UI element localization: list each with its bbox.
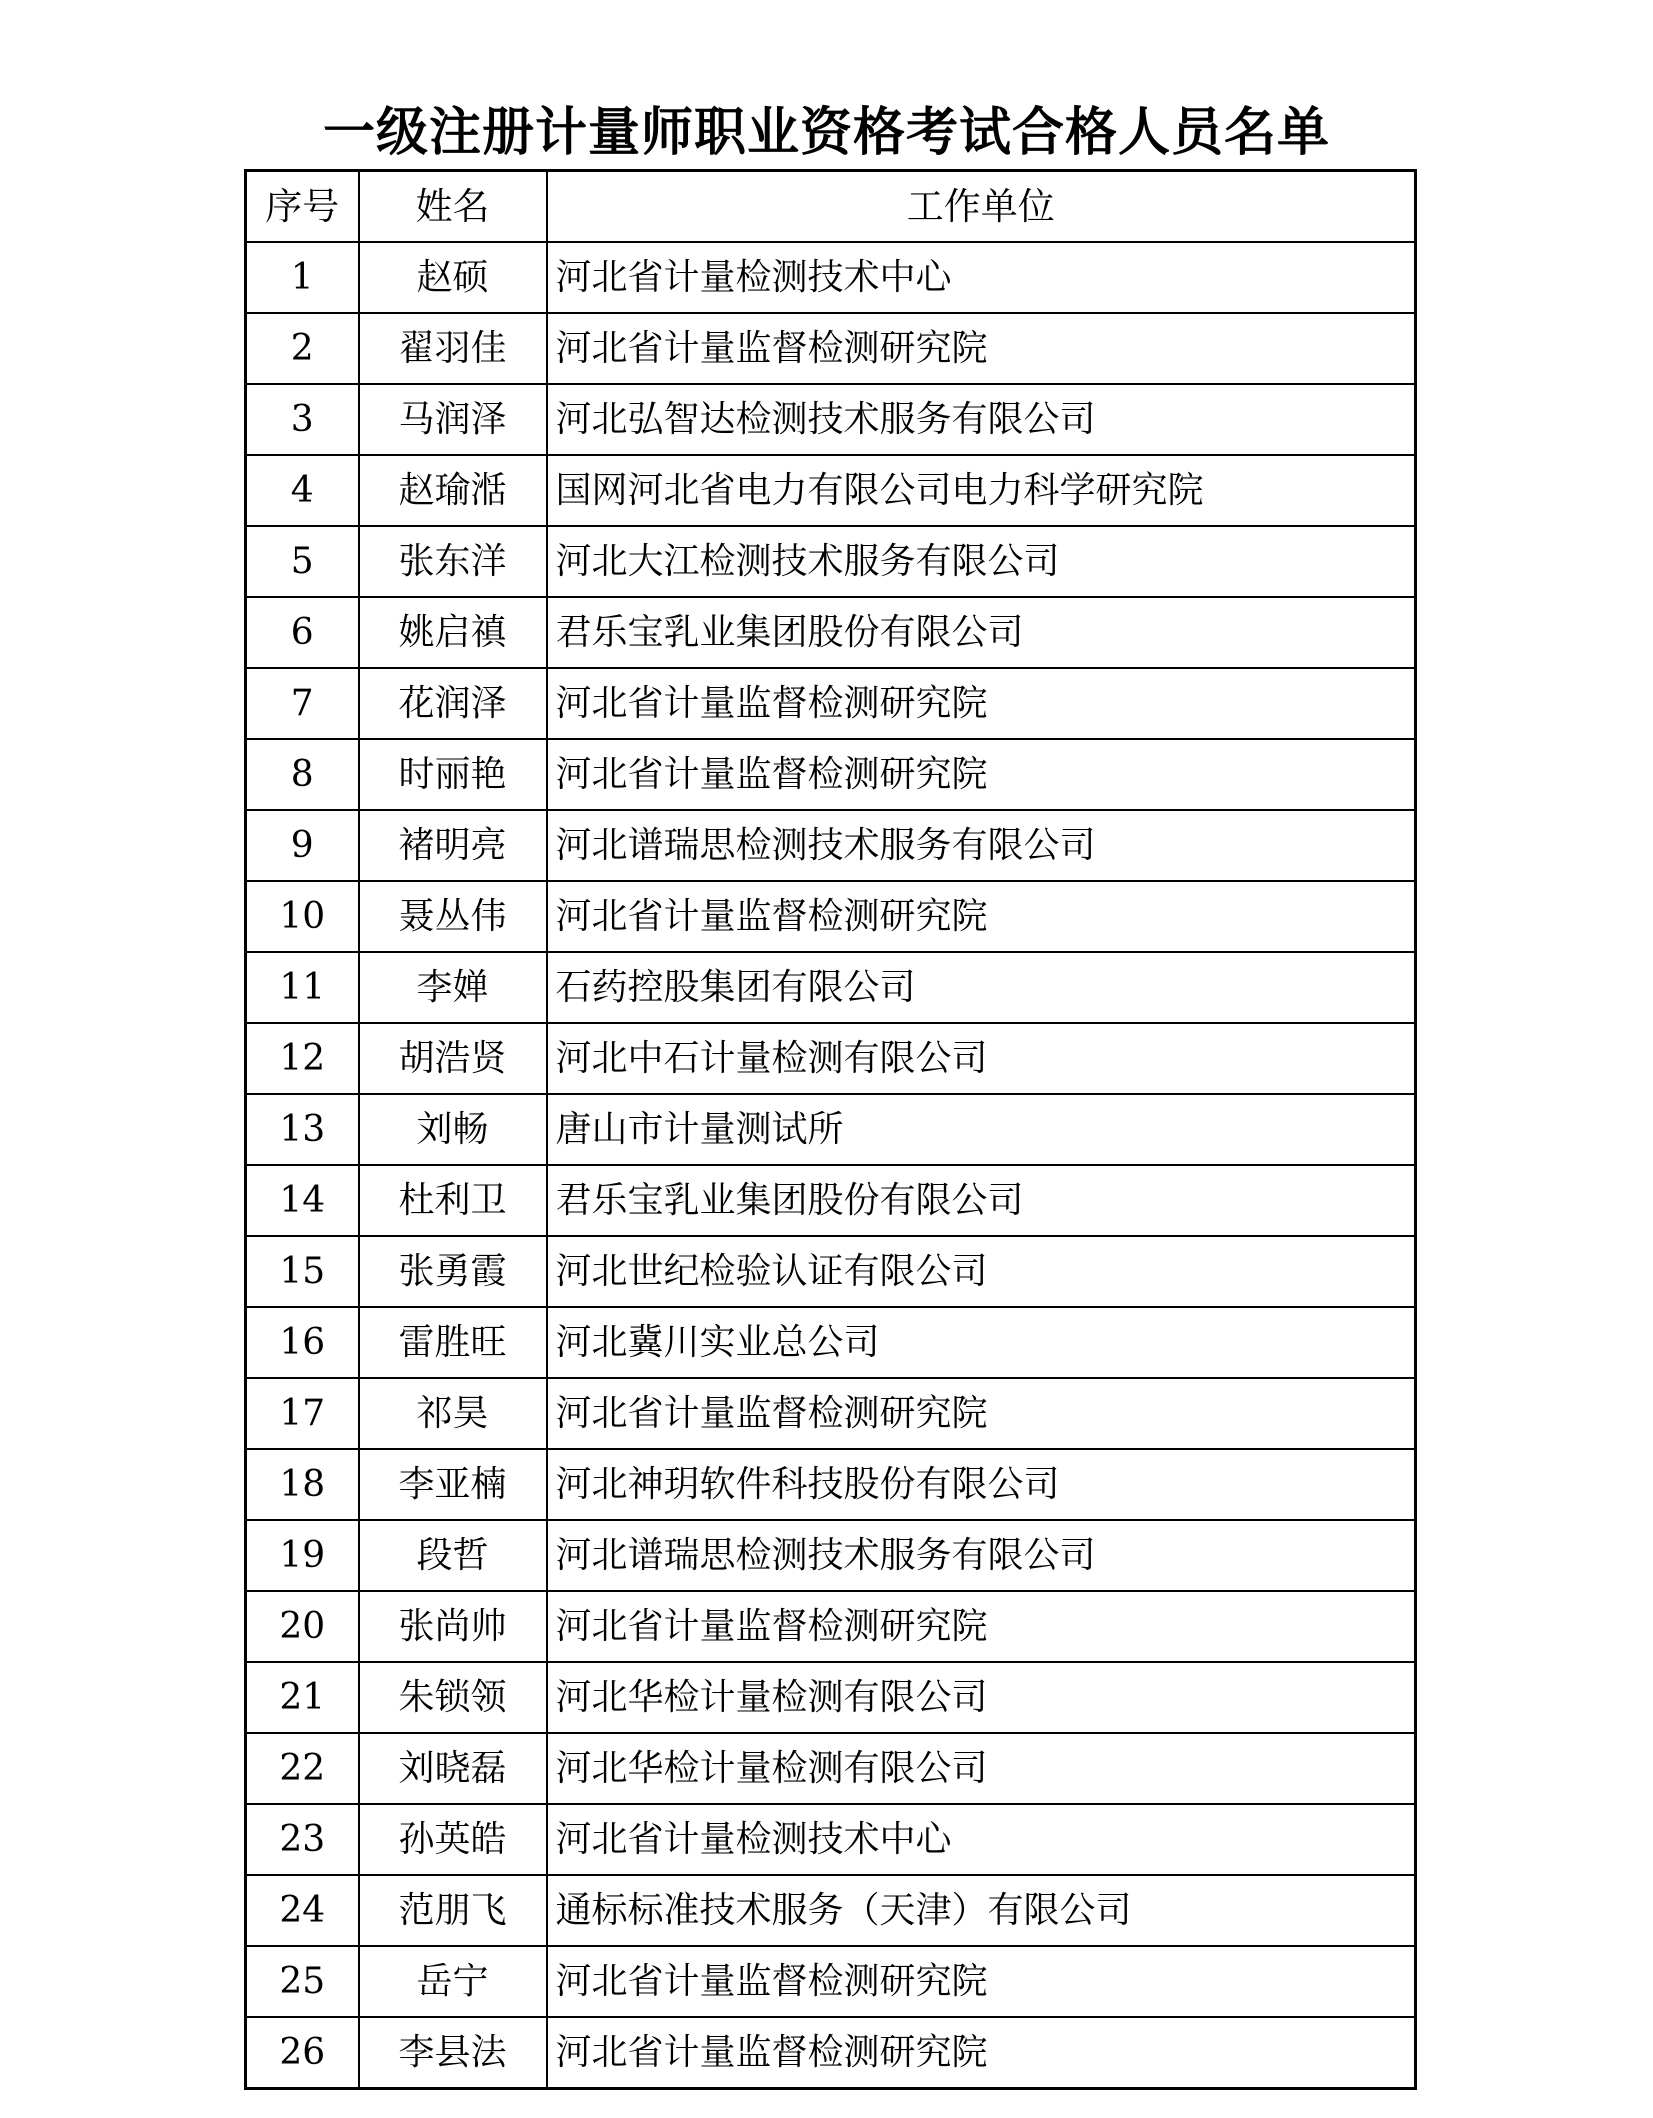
table-body: [246, 242, 1416, 2089]
cell-name: 祁昊: [359, 1378, 547, 1449]
cell-serial-number: 16: [246, 1307, 359, 1378]
cell-name: 褚明亮: [359, 810, 547, 881]
table-row: [246, 1946, 1416, 2017]
table-row: [246, 952, 1416, 1023]
cell-work-unit: 河北省计量监督检测研究院: [547, 1946, 1416, 2017]
cell-serial-number: 18: [246, 1449, 359, 1520]
cell-name: 李婵: [359, 952, 547, 1023]
cell-name: 刘晓磊: [359, 1733, 547, 1804]
cell-name: 孙英皓: [359, 1804, 547, 1875]
cell-name: 朱锁领: [359, 1662, 547, 1733]
cell-serial-number: 26: [246, 2017, 359, 2089]
cell-work-unit: 河北神玥软件科技股份有限公司: [547, 1449, 1416, 1520]
table-row: [246, 1520, 1416, 1591]
cell-work-unit: 河北冀川实业总公司: [547, 1307, 1416, 1378]
table-row: [246, 2017, 1416, 2089]
table-row: [246, 1378, 1416, 1449]
cell-work-unit: 河北谱瑞思检测技术服务有限公司: [547, 810, 1416, 881]
cell-serial-number: 21: [246, 1662, 359, 1733]
cell-name: 赵硕: [359, 242, 547, 313]
cell-serial-number: 10: [246, 881, 359, 952]
table-row: [246, 455, 1416, 526]
cell-work-unit: 河北大江检测技术服务有限公司: [547, 526, 1416, 597]
cell-name: 聂丛伟: [359, 881, 547, 952]
cell-serial-number: 6: [246, 597, 359, 668]
cell-serial-number: 15: [246, 1236, 359, 1307]
cell-serial-number: 19: [246, 1520, 359, 1591]
cell-work-unit: 唐山市计量测试所: [547, 1094, 1416, 1165]
cell-name: 翟羽佳: [359, 313, 547, 384]
table-row: [246, 1662, 1416, 1733]
cell-work-unit: 河北省计量监督检测研究院: [547, 739, 1416, 810]
qualified-personnel-table: [244, 169, 1417, 2090]
table-row: [246, 242, 1416, 313]
cell-serial-number: 20: [246, 1591, 359, 1662]
table-row: [246, 1591, 1416, 1662]
table-row: [246, 1307, 1416, 1378]
table-row: [246, 1236, 1416, 1307]
cell-work-unit: 河北省计量检测技术中心: [547, 242, 1416, 313]
cell-serial-number: 17: [246, 1378, 359, 1449]
cell-serial-number: 14: [246, 1165, 359, 1236]
cell-work-unit: 河北华检计量检测有限公司: [547, 1662, 1416, 1733]
cell-serial-number: 24: [246, 1875, 359, 1946]
cell-serial-number: 4: [246, 455, 359, 526]
table-row: [246, 526, 1416, 597]
table-row: [246, 1094, 1416, 1165]
table-header-row: [246, 171, 1416, 243]
cell-work-unit: 河北省计量检测技术中心: [547, 1804, 1416, 1875]
table-row: [246, 1733, 1416, 1804]
cell-serial-number: 12: [246, 1023, 359, 1094]
cell-serial-number: 8: [246, 739, 359, 810]
table-row: [246, 1875, 1416, 1946]
table-row: [246, 810, 1416, 881]
header-serial-number: 序号: [246, 171, 359, 243]
cell-work-unit: 君乐宝乳业集团股份有限公司: [547, 597, 1416, 668]
cell-work-unit: 通标标准技术服务（天津）有限公司: [547, 1875, 1416, 1946]
cell-serial-number: 25: [246, 1946, 359, 2017]
cell-name: 马润泽: [359, 384, 547, 455]
cell-serial-number: 9: [246, 810, 359, 881]
page-title: 一级注册计量师职业资格考试合格人员名单: [322, 102, 1330, 163]
table-row: [246, 739, 1416, 810]
cell-serial-number: 2: [246, 313, 359, 384]
table-row: [246, 668, 1416, 739]
cell-name: 张勇霞: [359, 1236, 547, 1307]
cell-serial-number: 23: [246, 1804, 359, 1875]
table-row: [246, 597, 1416, 668]
table-row: [246, 384, 1416, 455]
cell-name: 李县法: [359, 2017, 547, 2089]
cell-work-unit: 河北省计量监督检测研究院: [547, 1591, 1416, 1662]
cell-work-unit: 河北谱瑞思检测技术服务有限公司: [547, 1520, 1416, 1591]
table-row: [246, 1165, 1416, 1236]
header-work-unit: 工作单位: [547, 171, 1416, 243]
cell-name: 段哲: [359, 1520, 547, 1591]
cell-work-unit: 石药控股集团有限公司: [547, 952, 1416, 1023]
cell-serial-number: 5: [246, 526, 359, 597]
cell-serial-number: 22: [246, 1733, 359, 1804]
table-row: [246, 881, 1416, 952]
cell-work-unit: 河北世纪检验认证有限公司: [547, 1236, 1416, 1307]
cell-work-unit: 河北省计量监督检测研究院: [547, 313, 1416, 384]
cell-name: 范朋飞: [359, 1875, 547, 1946]
table-row: [246, 1449, 1416, 1520]
cell-name: 张东洋: [359, 526, 547, 597]
cell-name: 赵瑜湉: [359, 455, 547, 526]
cell-work-unit: 河北省计量监督检测研究院: [547, 1378, 1416, 1449]
cell-serial-number: 7: [246, 668, 359, 739]
cell-serial-number: 13: [246, 1094, 359, 1165]
cell-name: 姚启禛: [359, 597, 547, 668]
cell-serial-number: 3: [246, 384, 359, 455]
cell-name: 李亚楠: [359, 1449, 547, 1520]
cell-work-unit: 河北中石计量检测有限公司: [547, 1023, 1416, 1094]
cell-serial-number: 1: [246, 242, 359, 313]
cell-name: 时丽艳: [359, 739, 547, 810]
cell-work-unit: 河北省计量监督检测研究院: [547, 881, 1416, 952]
cell-work-unit: 国网河北省电力有限公司电力科学研究院: [547, 455, 1416, 526]
cell-serial-number: 11: [246, 952, 359, 1023]
cell-name: 胡浩贤: [359, 1023, 547, 1094]
cell-work-unit: 河北华检计量检测有限公司: [547, 1733, 1416, 1804]
cell-work-unit: 河北省计量监督检测研究院: [547, 2017, 1416, 2089]
cell-name: 张尚帅: [359, 1591, 547, 1662]
cell-work-unit: 君乐宝乳业集团股份有限公司: [547, 1165, 1416, 1236]
cell-work-unit: 河北省计量监督检测研究院: [547, 668, 1416, 739]
cell-name: 刘畅: [359, 1094, 547, 1165]
table-row: [246, 1023, 1416, 1094]
cell-work-unit: 河北弘智达检测技术服务有限公司: [547, 384, 1416, 455]
cell-name: 杜利卫: [359, 1165, 547, 1236]
cell-name: 岳宁: [359, 1946, 547, 2017]
cell-name: 花润泽: [359, 668, 547, 739]
cell-name: 雷胜旺: [359, 1307, 547, 1378]
table-row: [246, 1804, 1416, 1875]
table-row: [246, 313, 1416, 384]
header-name: 姓名: [359, 171, 547, 243]
